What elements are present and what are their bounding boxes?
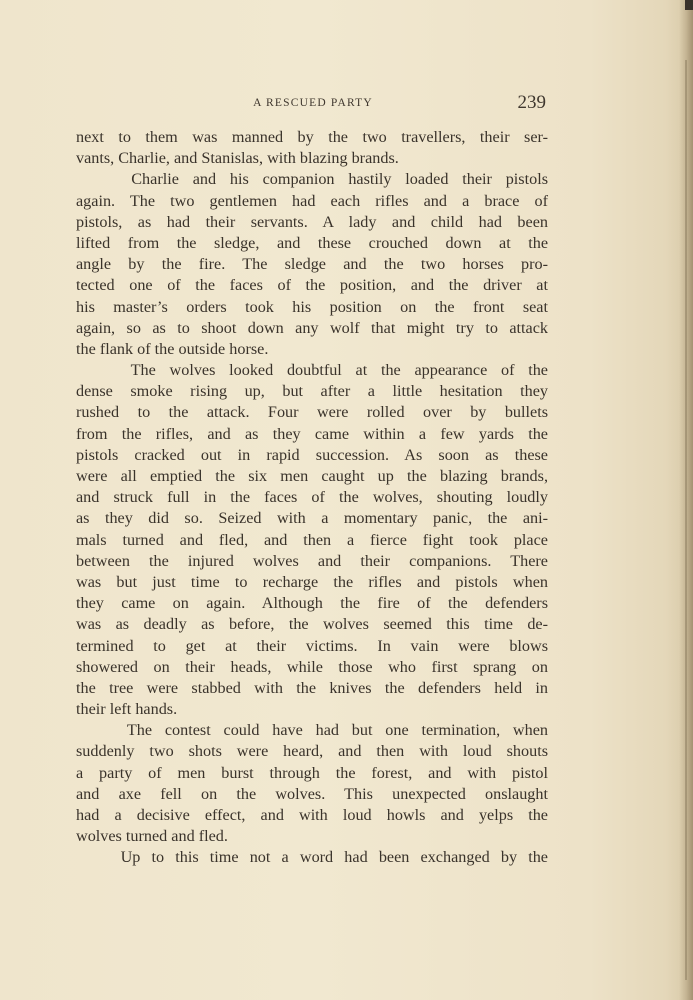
text-line: the flank of the outside horse.: [76, 339, 269, 358]
text-line: pistols, as had their servants. A lady and child had been: [76, 212, 548, 231]
text-line: their left hands.: [76, 700, 178, 719]
body-text: [76, 127, 548, 869]
text-line: was but just time to recharge the rifles and pistols when: [76, 572, 548, 591]
text-line: were all emptied the six men caught up the blazing brands,: [76, 467, 548, 485]
text-line: between the injured wolves and their companions. There: [76, 551, 548, 570]
text-line: the tree were stabbed with the knives the defenders held in: [76, 678, 548, 697]
text-line: and axe fell on the wolves. This unexpected onslaught: [76, 784, 548, 803]
running-head: A RESCUED PARTY: [253, 97, 373, 109]
text-line: pistols cracked out in rapid succession. As soon as these: [76, 445, 548, 464]
text-line: again. The two gentlemen had each rifles and a brace of: [76, 191, 548, 210]
text-line: The wolves looked doubtful at the appearance of the: [76, 361, 548, 380]
text-line: next to them was manned by the two travellers, their ser-: [76, 128, 548, 146]
text-line: vants, Charlie, and Stanislas, with blazing brands.: [76, 149, 399, 168]
text-line: again, so as to shoot down any wolf that might try to attack: [76, 318, 548, 337]
text-line: termined to get at their victims. In vain were blows: [76, 636, 548, 655]
text-line: rushed to the attack. Four were rolled over by bullets: [76, 403, 548, 422]
text-line: mals turned and fled, and then a fierce fight took place: [76, 530, 548, 549]
text-line: as they did so. Seized with a momentary panic, the ani-: [76, 509, 548, 528]
text-line: a party of men burst through the forest, and with pistol: [76, 763, 548, 782]
text-line: The contest could have had but one termination, when: [76, 721, 548, 740]
text-line: they came on again. Although the fire of the defenders: [76, 594, 548, 613]
text-line: angle by the fire. The sledge and the two horses pro-: [76, 255, 548, 274]
text-line: showered on their heads, while those who first sprang on: [76, 657, 548, 676]
text-line: Up to this time not a word had been exchanged by the: [76, 848, 548, 867]
text-line: from the rifles, and as they came within a few yards the: [76, 424, 548, 443]
text-line: tected one of the faces of the position, and the driver at: [76, 276, 548, 295]
text-line: had a decisive effect, and with loud howls and yelps the: [76, 806, 548, 824]
page-header: [78, 92, 548, 118]
text-line: dense smoke rising up, but after a little hesitation they: [76, 382, 548, 401]
text-line: wolves turned and fled.: [76, 827, 228, 846]
corner-mark: [685, 0, 693, 10]
page-number: 239: [517, 92, 546, 113]
page-edge-line: [685, 60, 687, 980]
text-line: his master’s orders took his position on the front seat: [76, 297, 548, 316]
text-line: was as deadly as before, the wolves seemed this time de-: [76, 615, 548, 634]
text-line: suddenly two shots were heard, and then with loud shouts: [76, 742, 548, 761]
text-line: Charlie and his companion hastily loaded their pistols: [76, 170, 548, 189]
text-line: lifted from the sledge, and these crouched down at the: [76, 233, 548, 252]
text-line: and struck full in the faces of the wolves, shouting loudly: [76, 488, 548, 507]
